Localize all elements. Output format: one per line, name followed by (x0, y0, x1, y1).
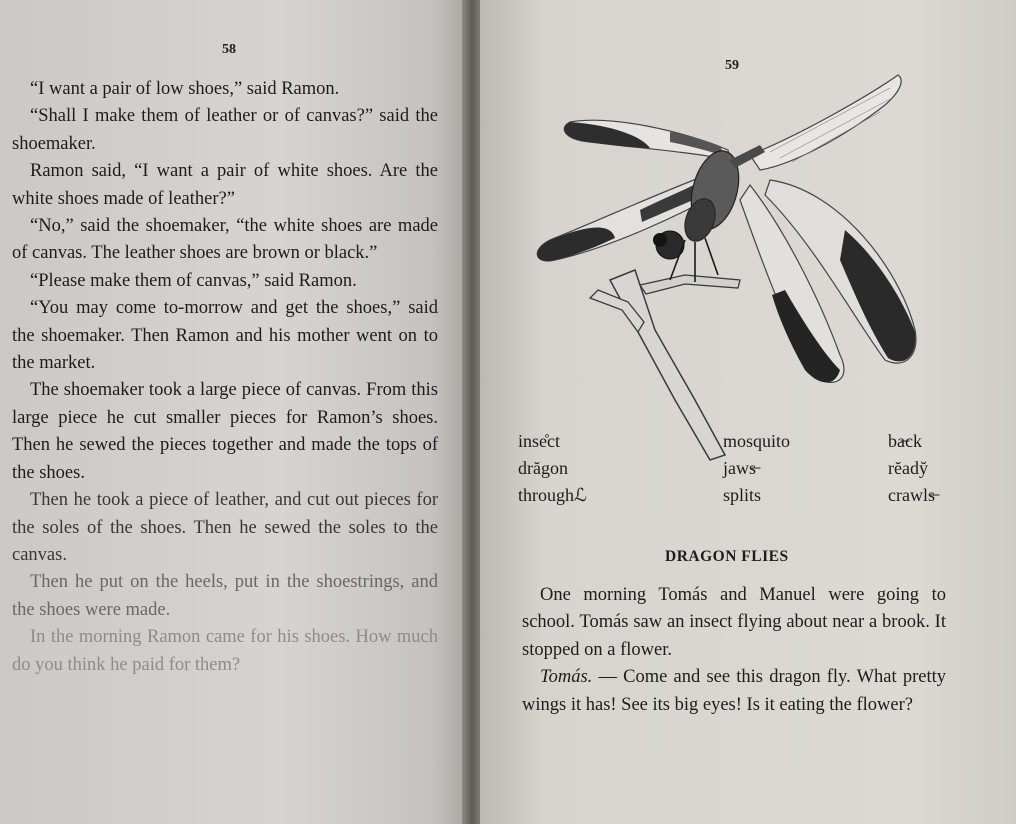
vocab-word: crawls̶ (888, 485, 935, 505)
vocab-word: throughℒ (518, 485, 587, 505)
paragraph: One morning Tomás and Manuel were going to school. Tomás saw an insect flying about near a brook. It stopped on a flower. (522, 585, 946, 660)
paragraph: Ramon said, “I want a pair of white shoes. Are the white shoes made of leather?” (12, 161, 438, 209)
dash: — (592, 667, 624, 688)
right-page (480, 0, 1016, 824)
paragraph: “You may come to-morrow and get the shoes,” said the shoemaker. Then Ramon and his mother went on to the market. (12, 298, 438, 374)
page-number: 59 (725, 58, 739, 73)
paragraph: “No,” said the shoemaker, “the white shoes are made of canvas. The leather shoes are brown or black.” (12, 216, 438, 264)
paragraph: Then he put on the heels, put in the shoestrings, and the shoes were made. (12, 572, 438, 620)
paragraph: “Shall I make them of leather or of canvas?” said the shoemaker. (12, 106, 438, 154)
paragraph: The shoemaker took a large piece of canvas. From this large piece he cut smaller pieces for Ramon’s shoes. Then he sewed the pieces together and made the tops of the shoes. (12, 380, 438, 483)
paragraph: “I want a pair of low shoes,” said Ramon. (30, 79, 340, 99)
vocab-word: inse̊ct (518, 431, 560, 451)
speaker-label: Tomás. (540, 667, 593, 688)
paragraph: Then he took a piece of leather, and cut out pieces for the soles of the shoes. Then he sewed the soles to the canvas. (12, 490, 438, 565)
vocab-word: rĕady̆ (888, 458, 928, 478)
paragraph (522, 664, 946, 719)
vocab-word: ba̶ck (888, 431, 922, 451)
dialogue: Come and see this dragon fly. What pretty wings it has! See its big eyes! Is it eating the flower? (522, 667, 946, 715)
vocab-word: splits (723, 485, 762, 505)
left-page-text (12, 76, 438, 679)
vocabulary-list (518, 428, 948, 509)
page-number: 58 (222, 42, 236, 57)
vocab-word: jaws̶ (723, 458, 756, 478)
vocab-word: mosquito (723, 431, 791, 451)
right-page-text (522, 582, 946, 719)
left-page (0, 0, 468, 824)
paragraph: In the morning Ramon came for his shoes. How much do you think he paid for them? (12, 627, 438, 675)
dragonfly-illustration (520, 70, 950, 470)
paragraph: “Please make them of canvas,” said Ramon. (30, 270, 357, 291)
vocab-word: drăgon (518, 458, 568, 478)
story-heading: DRAGON FLIES (665, 548, 789, 565)
